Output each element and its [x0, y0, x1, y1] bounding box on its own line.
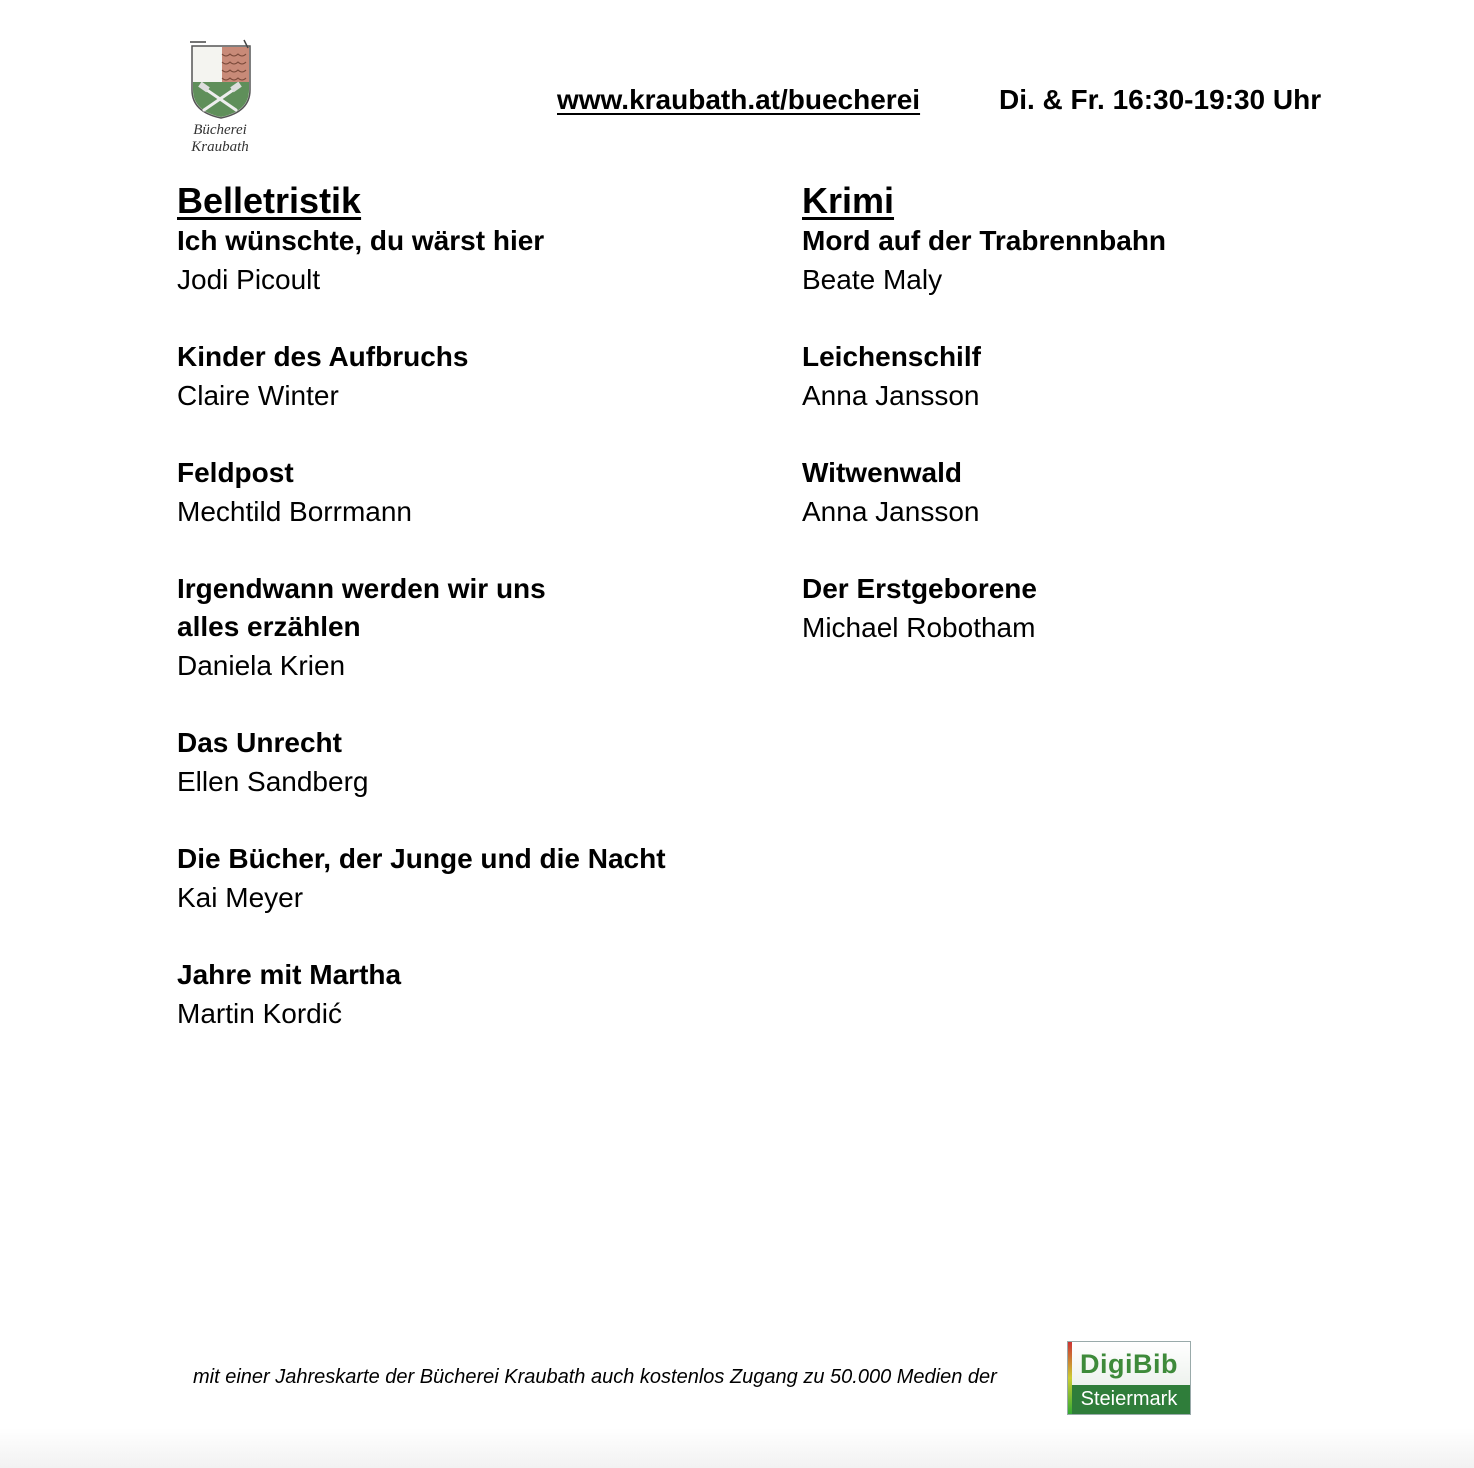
- book-item: [802, 222, 1402, 300]
- book-title: Der Erstgeborene: [802, 573, 1037, 604]
- book-title: Leichenschilf: [802, 341, 981, 372]
- book-item: [177, 956, 777, 1034]
- book-item: [177, 338, 777, 416]
- book-title: Die Bücher, der Junge und die Nacht: [177, 843, 666, 874]
- book-title: Feldpost: [177, 457, 294, 488]
- coat-of-arms-icon: [180, 38, 260, 122]
- book-item: [177, 724, 777, 802]
- digibib-logo-link[interactable]: [1067, 1341, 1191, 1415]
- book-item: [802, 570, 1402, 648]
- digibib-stripe: [1068, 1342, 1072, 1414]
- book-author: Martin Kordić: [177, 998, 342, 1029]
- book-author: Daniela Krien: [177, 650, 346, 681]
- book-author: Mechtild Borrmann: [177, 496, 412, 527]
- book-item: [177, 570, 777, 686]
- book-author: Ellen Sandberg: [177, 766, 369, 797]
- book-title: Irgendwann werden wir uns alles erzählen: [177, 573, 546, 642]
- book-title: Witwenwald: [802, 457, 962, 488]
- website-link[interactable]: www.kraubath.at/buecherei: [557, 84, 921, 115]
- digibib-logo-bottom: Steiermark: [1068, 1385, 1190, 1414]
- book-author: Anna Jansson: [802, 496, 980, 527]
- krimi-section: [802, 180, 1402, 686]
- book-author: Kai Meyer: [177, 882, 304, 913]
- book-title: Kinder des Aufbruchs: [177, 341, 469, 372]
- library-logo: [180, 38, 260, 160]
- book-item: [177, 840, 777, 918]
- book-author: Anna Jansson: [802, 380, 980, 411]
- section-heading-krimi: Krimi: [802, 180, 895, 221]
- book-title: Das Unrecht: [177, 727, 342, 758]
- section-heading-belletristik: Belletristik: [177, 180, 362, 221]
- book-item: [177, 222, 777, 300]
- book-author: Claire Winter: [177, 380, 339, 411]
- book-title: Ich wünschte, du wärst hier: [177, 225, 545, 256]
- book-author: Beate Maly: [802, 264, 943, 295]
- book-title: Mord auf der Trabrennbahn: [802, 225, 1167, 256]
- book-title: Jahre mit Martha: [177, 959, 402, 990]
- page-bottom-shade: [0, 1428, 1474, 1468]
- book-item: [177, 454, 777, 532]
- book-author: Michael Robotham: [802, 612, 1036, 643]
- book-item: [802, 338, 1402, 416]
- book-author: Jodi Picoult: [177, 264, 321, 295]
- belletristik-section: [177, 180, 777, 1072]
- digibib-logo-top: DigiBib: [1068, 1342, 1190, 1385]
- opening-hours: Di. & Fr. 16:30-19:30 Uhr: [999, 84, 1322, 115]
- footer-note: mit einer Jahreskarte der Bücherei Kraubath auch kostenlos Zugang zu 50.000 Medien der: [193, 1366, 997, 1388]
- logo-caption-line2: Kraubath: [191, 139, 249, 155]
- book-item: [802, 454, 1402, 532]
- logo-caption-line1: Bücherei: [193, 122, 247, 138]
